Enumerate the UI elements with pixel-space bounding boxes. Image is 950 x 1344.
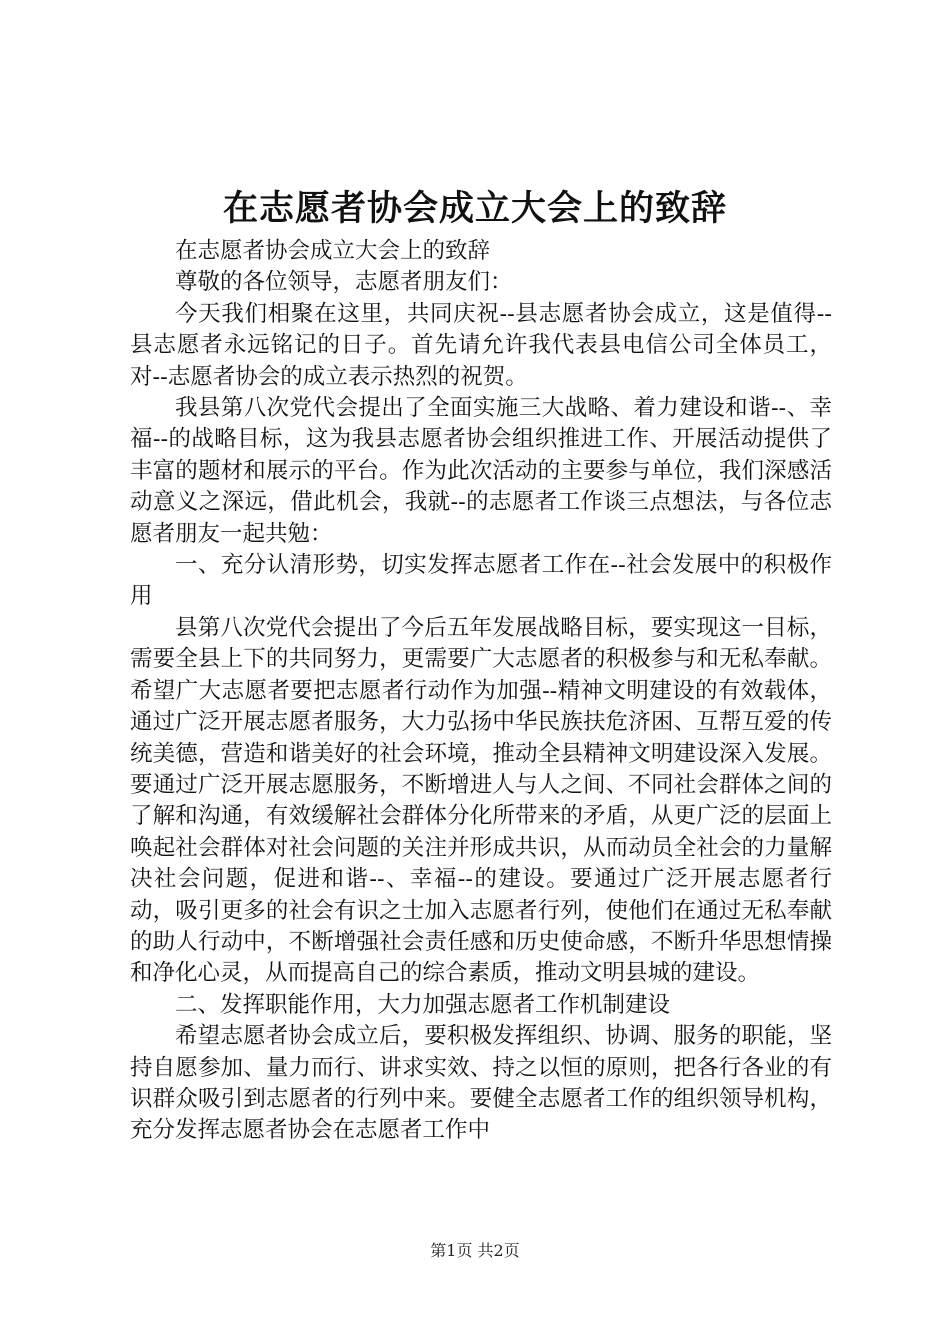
document-body (130, 236, 832, 1147)
paragraph-subtitle: 在志愿者协会成立大会上的致辞 (175, 238, 491, 264)
page-total: 共2页 (477, 1241, 520, 1260)
paragraph-section-2: 希望志愿者协会成立后，要积极发挥组织、协调、服务的职能，坚持自愿参加、量力而行、讲求实效、持之以恒的原则，把各行各业的有识群众吸引到志愿者的行列中来。要健全志愿者工作的组织领导机构，充分发挥志愿者协会在志愿者工作中 (130, 1023, 832, 1144)
paragraph-context: 我县第八次党代会提出了全面实施三大战略、着力建设和谐--、幸福--的战略目标，这为我县志愿者协会组织推进工作、开展活动提供了丰富的题材和展示的平台。作为此次活动的主要参与单位，我们深感活动意义之深远，借此机会，我就--的志愿者工作谈三点想法，与各位志愿者朋友一起共勉： (130, 395, 832, 547)
paragraph-salutation: 尊敬的各位领导，志愿者朋友们： (175, 269, 513, 296)
document-title: 在志愿者协会成立大会上的致辞 (222, 188, 727, 229)
section-heading-2: 二、发挥职能作用，大力加强志愿者工作机制建设 (175, 991, 671, 1018)
section-heading-1: 一、充分认清形势，切实发挥志愿者工作在--社会发展中的积极作用 (130, 552, 832, 610)
paragraph-section-1: 县第八次党代会提出了今后五年发展战略目标，要实现这一目标，需要全县上下的共同努力，更需要广大志愿者的积极参与和无私奉献。希望广大志愿者要把志愿者行动作为加强--精神文明建设的有效载体，通过广泛开展志愿者服务，大力弘扬中华民族扶危济困、互帮互爱的传统美德，营造和谐美好的社会环境，推动全县精神文明建设深入发展。要通过广泛开展志愿服务，不断增进人与人之间、不同社会群体之间的了解和沟通，有效缓解社会群体分化所带来的矛盾，从更广泛的层面上唤起社会群体对社会问题的关注并形成共识，从而动员全社会的力量解决社会问题，促进和谐--、幸福--的建设。要通过广泛开展志愿者行动，吸引更多的社会有识之士加入志愿者行列，使他们在通过无私奉献的助人行动中，不断增强社会责任感和历史使命感，不断升华思想情操和净化心灵，从而提高自己的综合素质，推动文明县城的建设。 (130, 614, 832, 987)
paragraph-opening: 今天我们相聚在这里，共同庆祝--县志愿者协会成立，这是值得--县志愿者永远铭记的日子。首先请允许我代表县电信公司全体员工，对--志愿者协会的成立表示热烈的祝贺。 (130, 300, 832, 390)
page-footer (0, 1240, 950, 1262)
page-number: 第1页 (430, 1241, 473, 1260)
